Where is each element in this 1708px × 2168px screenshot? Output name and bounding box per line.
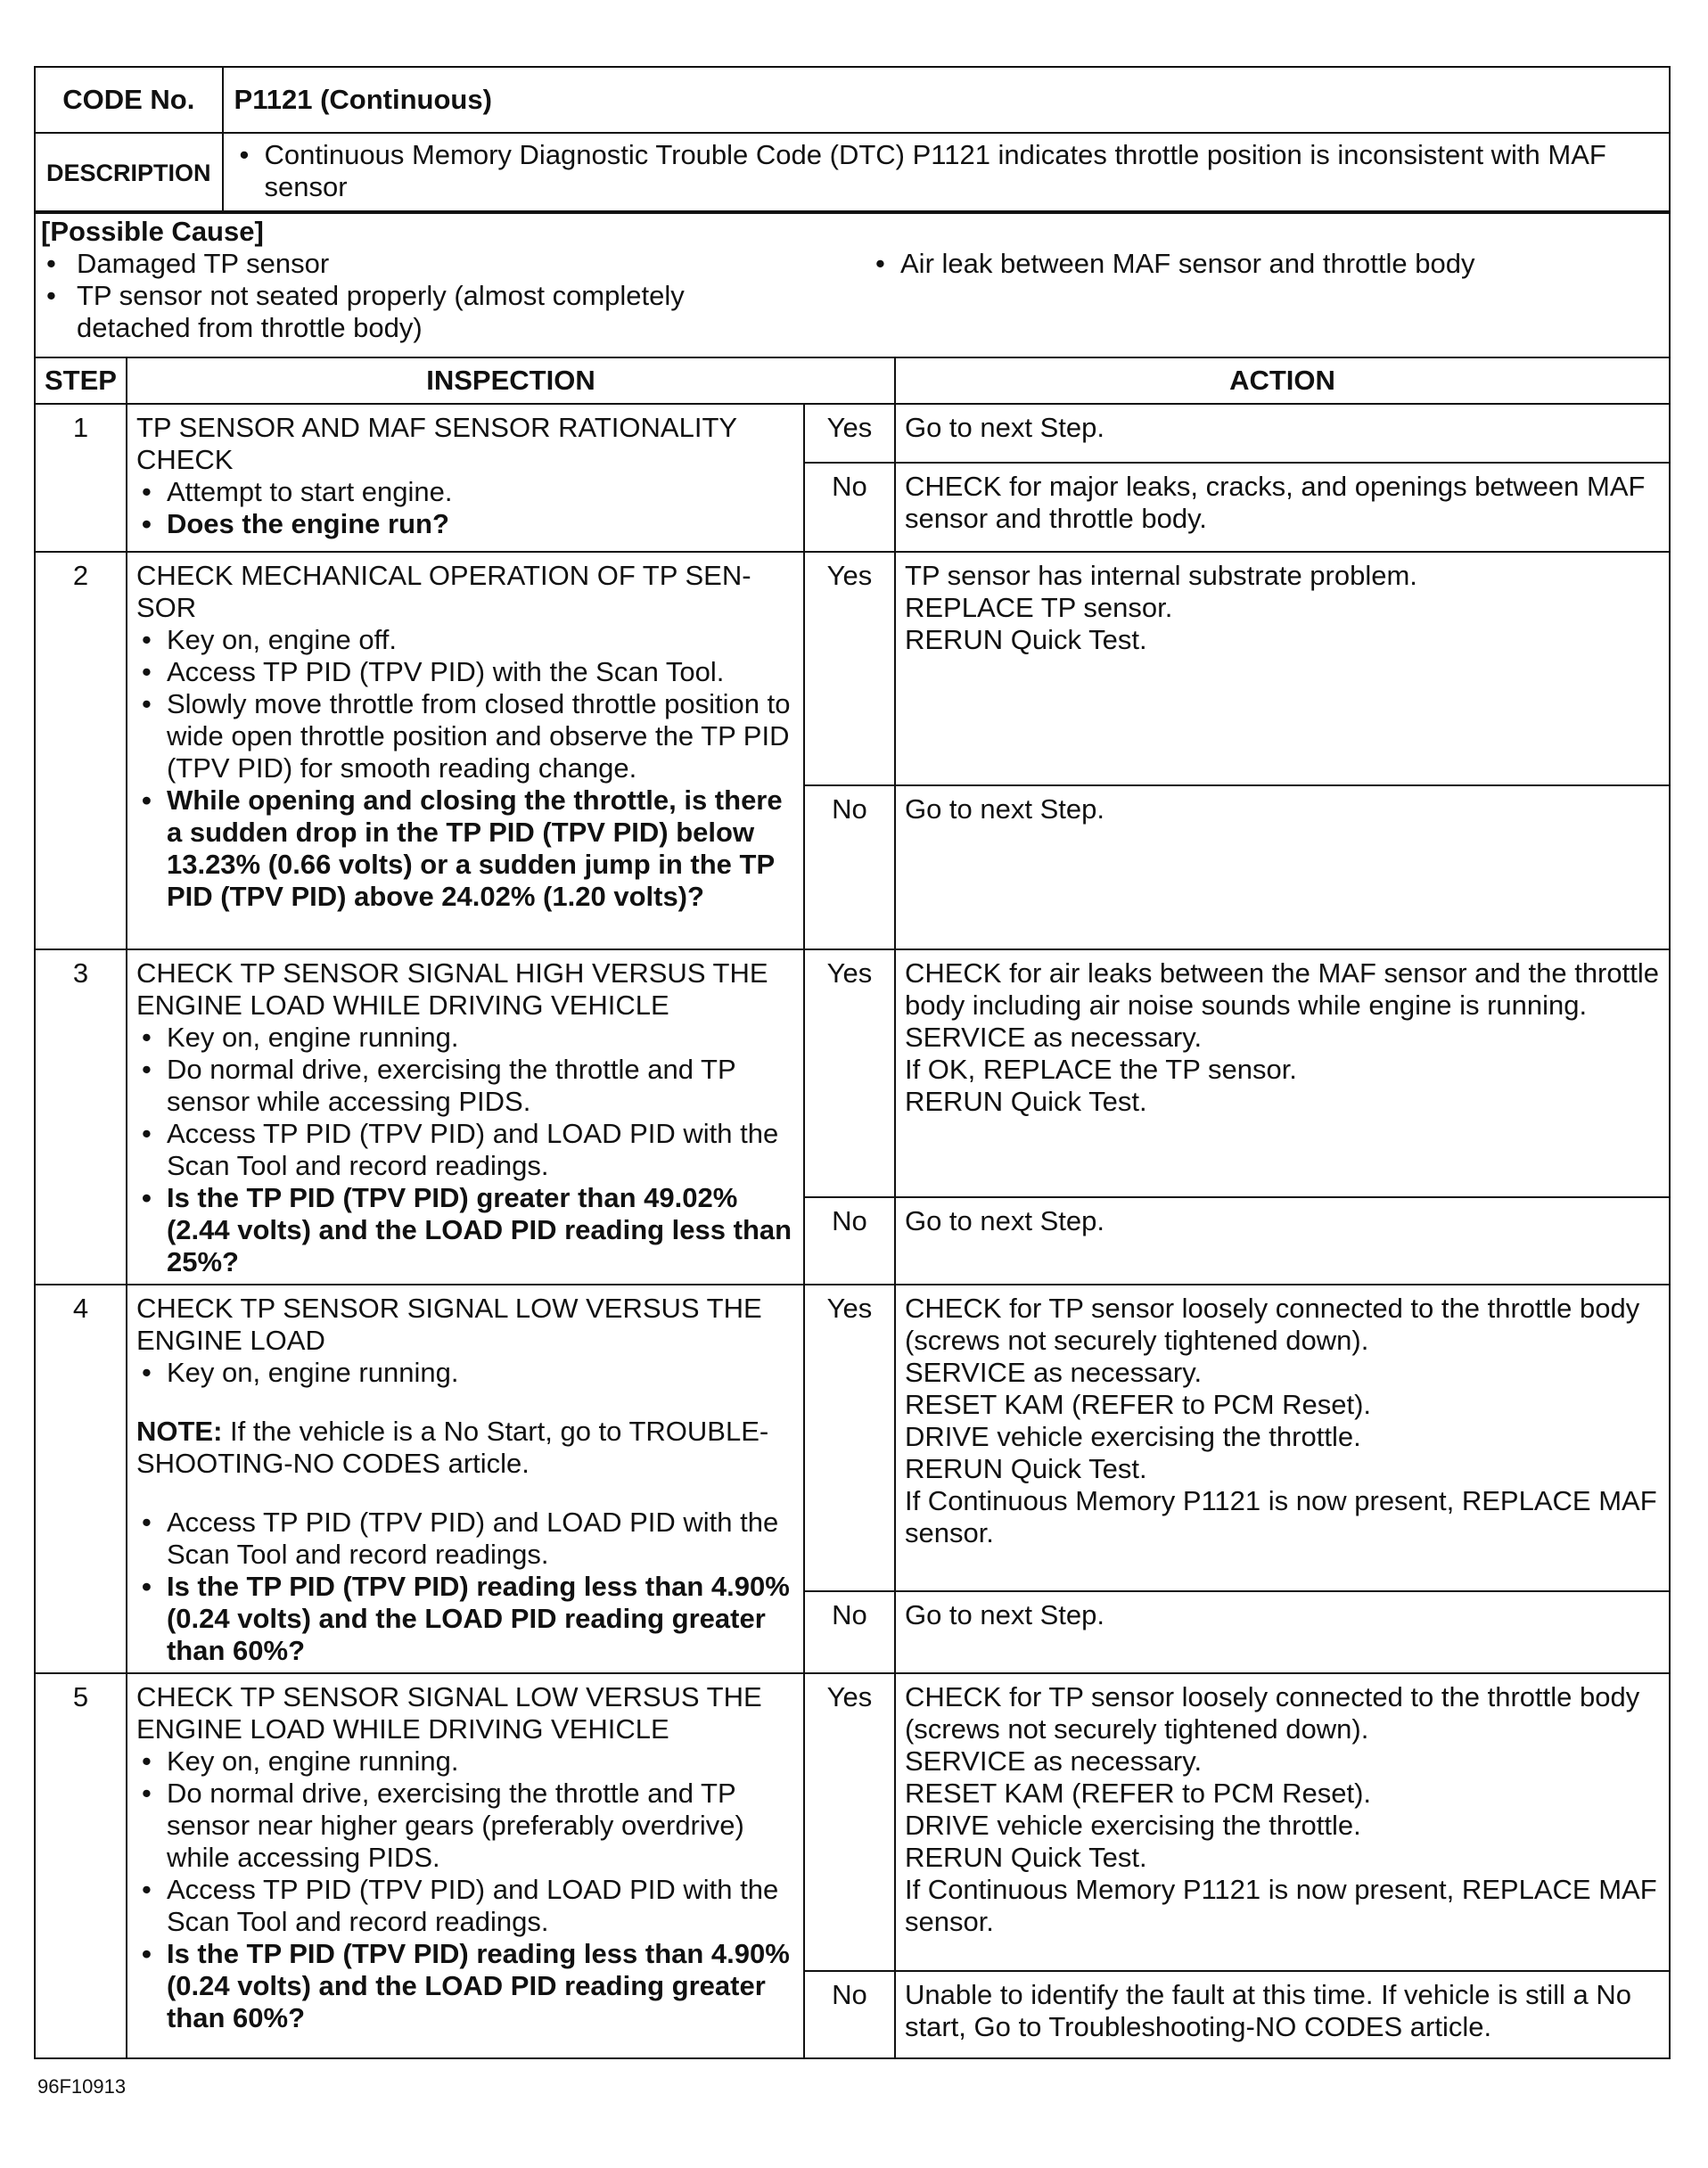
column-header-action: ACTION [895,357,1670,404]
cause-item: • Air leak between MAF sensor and throttle body [870,248,1474,280]
note-label: NOTE: [135,1416,223,1447]
no-action: Go to next Step. [895,1591,1670,1673]
step-number: 4 [35,1285,127,1673]
step-number: 1 [35,404,127,552]
no-action: Unable to identify the fault at this time. If vehicle is still a No start, Go to Troubleshooting-NO CODES article. [895,1971,1670,2058]
action-line: CHECK for TP sensor loosely connected to the throttle body (screws not securely tightened down). [904,1293,1640,1356]
yes-action [895,552,1670,785]
code-header-table [34,66,1671,214]
step-inspection [127,1673,804,2058]
no-label: No [804,463,895,552]
code-value: P1121 (Continuous) [223,67,1670,133]
step-title: CHECK TP SENSOR SIGNAL LOW VERSUS THE ENGINE LOAD WHILE DRIVING VEHICLE [135,1681,762,1745]
step-bullet: • Attempt to start engine. [136,476,794,508]
yes-label: Yes [804,404,895,463]
code-label: CODE No. [35,67,223,133]
step-question: • Is the TP PID (TPV PID) reading less than 4.90% (0.24 volts) and the LOAD PID reading greater than 60%? [136,1571,794,1667]
no-action: CHECK for major leaks, cracks, and openings between MAF sensor and throttle body. [895,463,1670,552]
yes-label: Yes [804,552,895,785]
action-line: If OK, REPLACE the TP sensor. [904,1054,1297,1085]
yes-action [895,1285,1670,1591]
step-inspection [127,404,804,552]
step-bullet: • Access TP PID (TPV PID) and LOAD PID with the Scan Tool and record readings. [136,1874,794,1938]
step-question: • While opening and closing the throttle, is there a sudden drop in the TP PID (TPV PID) below 13.23% (0.66 volts) or a sudden jump in the TP PID (TPV PID) above 24.02% (1.20 volts)? [136,784,794,913]
action-line: CHECK for TP sensor loosely connected to the throttle body (screws not securely tightened down). [904,1681,1640,1745]
no-action: Go to next Step. [895,1197,1670,1285]
step-number: 2 [35,552,127,949]
action-line: SERVICE as necessary. [904,1745,1203,1777]
action-line: SERVICE as necessary. [904,1022,1203,1053]
column-header-inspection: INSPECTION [127,357,895,404]
yes-action [895,1673,1670,1971]
action-line: If Continuous Memory P1121 is now present, REPLACE MAF sensor. [904,1874,1657,1937]
step-question: • Does the engine run? [136,508,794,540]
cause-item: • Damaged TP sensor [41,248,754,280]
step-title: CHECK TP SENSOR SIGNAL LOW VERSUS THE ENGINE LOAD [135,1293,762,1356]
step-question: • Is the TP PID (TPV PID) reading less than 4.90% (0.24 volts) and the LOAD PID reading greater than 60%? [136,1938,794,2034]
step-inspection [127,552,804,949]
step-title: CHECK TP SENSOR SIGNAL HIGH VERSUS THE ENGINE LOAD WHILE DRIVING VEHICLE [135,957,768,1021]
diagnostic-table [34,210,1671,2059]
description-cell [223,133,1670,213]
no-label: No [804,1591,895,1673]
step-bullet: • Access TP PID (TPV PID) and LOAD PID with the Scan Tool and record readings. [136,1507,794,1571]
cause-item: • TP sensor not seated properly (almost completely detached from throttle body) [41,280,754,344]
step-number: 5 [35,1673,127,2058]
action-line: RESET KAM (REFER to PCM Reset). [904,1389,1372,1420]
yes-label: Yes [804,949,895,1197]
step-number: 3 [35,949,127,1285]
step-bullet: • Access TP PID (TPV PID) with the Scan Tool. [136,656,794,688]
step-bullet: • Key on, engine off. [136,624,794,656]
yes-action: Go to next Step. [895,404,1670,463]
possible-cause-title: [Possible Cause] [41,216,264,247]
note-text: If the vehicle is a No Start, go to TROUBLE-SHOOTING-NO CODES article. [135,1416,769,1479]
no-label: No [804,785,895,949]
description-text: • Continuous Memory Diagnostic Trouble Code (DTC) P1121 indicates throttle position is inconsistent with MAF sensor [234,139,1658,203]
action-line: DRIVE vehicle exercising the throttle. [904,1810,1361,1841]
action-line: RERUN Quick Test. [904,1086,1147,1117]
step-bullet: • Key on, engine running. [136,1745,794,1778]
action-line: SERVICE as necessary. [904,1357,1203,1388]
step-title: TP SENSOR AND MAF SENSOR RATIONALITY CHECK [135,412,737,475]
no-label: No [804,1971,895,2058]
possible-cause-cell [35,211,1670,357]
column-header-step: STEP [35,357,127,404]
action-line: RESET KAM (REFER to PCM Reset). [904,1778,1372,1809]
step-note [136,1416,794,1480]
step-bullet: • Slowly move throttle from closed throttle position to wide open throttle position and observe the TP PID (TPV PID) for smooth reading change. [136,688,794,784]
step-bullet: • Do normal drive, exercising the throttle and TP sensor near higher gears (preferably overdrive) while accessing PIDS. [136,1778,794,1874]
step-question: • Is the TP PID (TPV PID) greater than 49.02% (2.44 volts) and the LOAD PID reading less than 25%? [136,1182,794,1278]
step-bullet: • Key on, engine running. [136,1357,794,1389]
no-action: Go to next Step. [895,785,1670,949]
step-bullet: • Key on, engine running. [136,1022,794,1054]
action-line: If Continuous Memory P1121 is now present, REPLACE MAF sensor. [904,1485,1657,1548]
yes-label: Yes [804,1673,895,1971]
description-label: DESCRIPTION [35,133,223,213]
action-line: RERUN Quick Test. [904,1842,1147,1873]
step-title: CHECK MECHANICAL OPERATION OF TP SEN-SOR [135,560,751,623]
yes-label: Yes [804,1285,895,1591]
figure-id: 96F10913 [37,2075,127,2098]
action-line: RERUN Quick Test. [904,624,1147,655]
action-line: RERUN Quick Test. [904,1453,1147,1484]
step-bullet: • Do normal drive, exercising the throttle and TP sensor while accessing PIDS. [136,1054,794,1118]
action-line: TP sensor has internal substrate problem. [904,560,1417,591]
action-line: CHECK for air leaks between the MAF sensor and the throttle body including air noise sounds while engine is running. [904,957,1659,1021]
step-inspection [127,949,804,1285]
action-line: DRIVE vehicle exercising the throttle. [904,1421,1361,1452]
yes-action [895,949,1670,1197]
step-bullet: • Access TP PID (TPV PID) and LOAD PID with the Scan Tool and record readings. [136,1118,794,1182]
action-line: REPLACE TP sensor. [904,592,1173,623]
no-label: No [804,1197,895,1285]
step-inspection [127,1285,804,1673]
